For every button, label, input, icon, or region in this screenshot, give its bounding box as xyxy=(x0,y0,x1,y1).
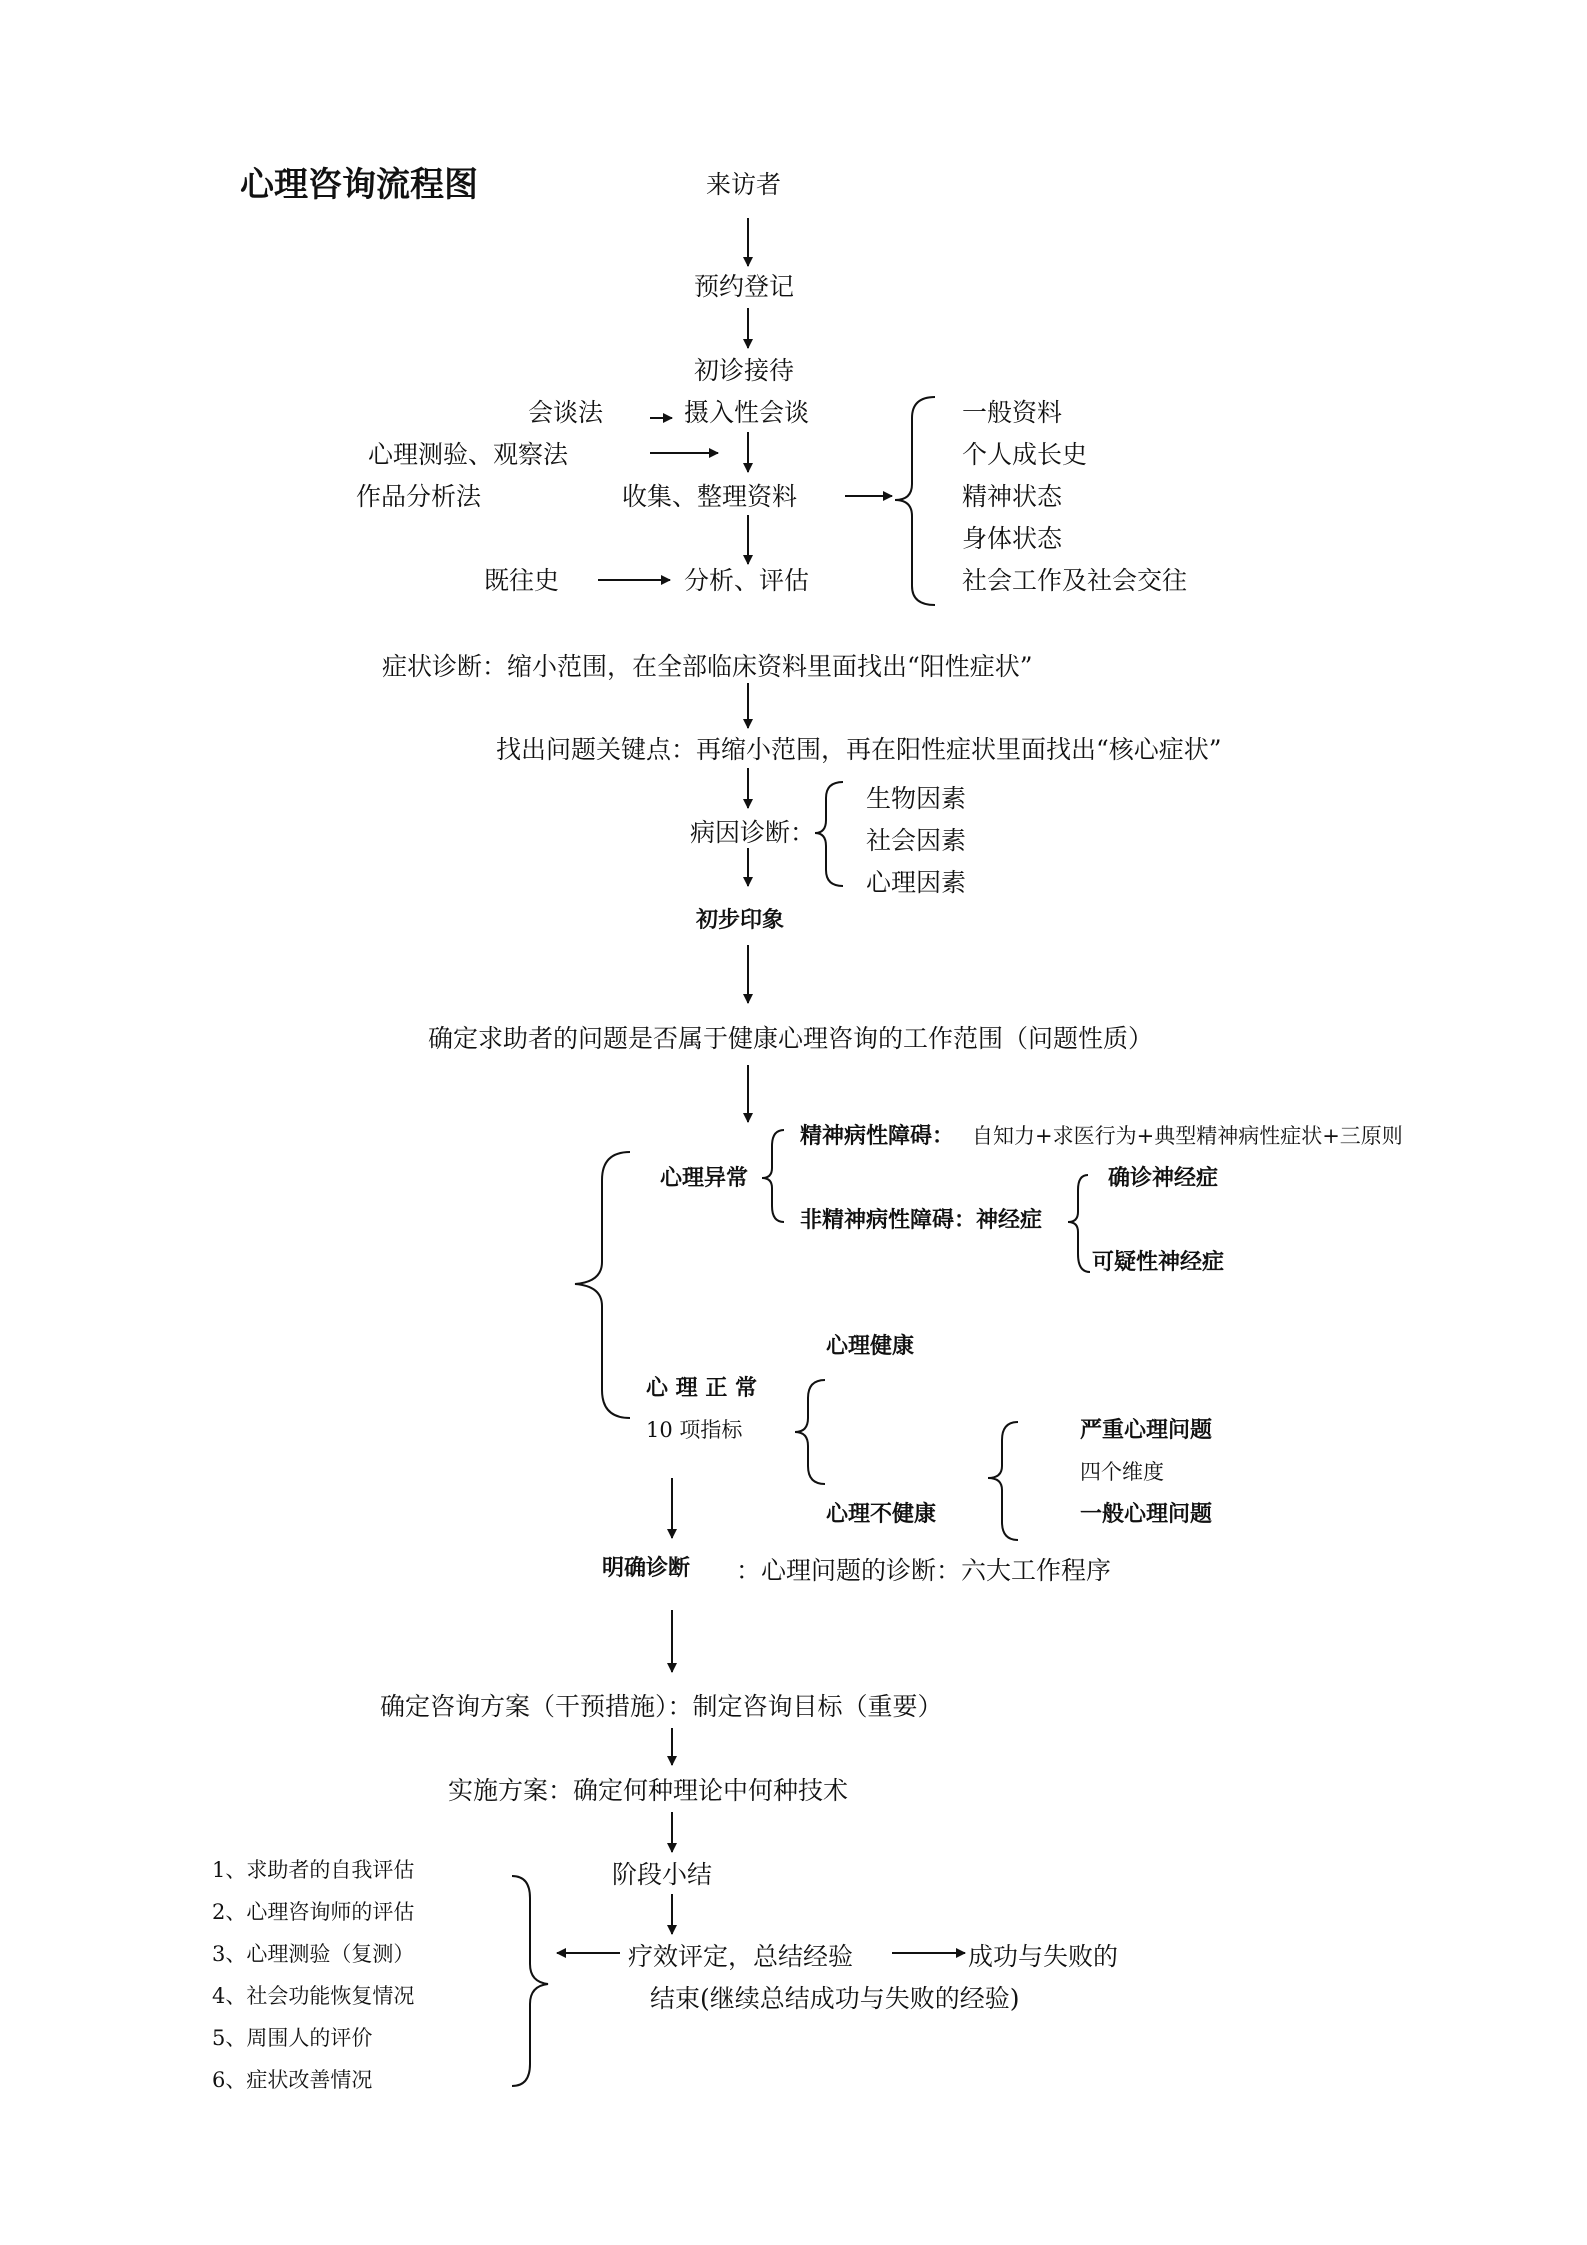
brace-data-items xyxy=(895,397,935,605)
brace-main-branch xyxy=(575,1152,630,1418)
evaluation-item: 6、症状改善情况 xyxy=(212,2068,373,2092)
etiology-factor: 心理因素 xyxy=(866,868,967,897)
abnormal-label: 心理异常 xyxy=(660,1166,749,1191)
success-failure-node: 成功与失败的 xyxy=(968,1942,1119,1971)
evaluation-item: 4、社会功能恢复情况 xyxy=(212,1984,415,2008)
non-psychotic-label: 非精神病性障碍：神经症 xyxy=(800,1208,1043,1233)
data-item: 一般资料 xyxy=(962,398,1063,427)
etiology-label: 病因诊断： xyxy=(690,818,816,847)
stage-summary-node: 阶段小结 xyxy=(612,1860,713,1889)
evaluation-item: 5、周围人的评价 xyxy=(212,2026,373,2050)
ending-node: 结束(继续总结成功与失败的经验) xyxy=(650,1984,1020,2013)
key-points: 找出问题关键点：再缩小范围，再在阳性症状里面找出“核心症状” xyxy=(496,735,1222,764)
brace-etiology xyxy=(815,782,843,886)
visitor-node: 来访者 xyxy=(706,170,782,199)
etiology-factor: 生物因素 xyxy=(866,784,967,813)
clear-diagnosis-desc: ：心理问题的诊断：六大工作程序 xyxy=(736,1556,1112,1585)
four-dimensions: 四个维度 xyxy=(1080,1460,1164,1484)
interview-method: 会谈法 xyxy=(528,398,604,427)
ten-indicators: 10 项指标 xyxy=(646,1418,743,1442)
general-problem: 一般心理问题 xyxy=(1080,1502,1213,1527)
evaluation-item: 3、心理测验（复测） xyxy=(212,1942,415,1966)
first-visit-node: 初诊接待 xyxy=(694,356,795,385)
evaluation-node: 疗效评定，总结经验 xyxy=(628,1942,854,1971)
plan-node: 确定咨询方案（干预措施）：制定咨询目标（重要） xyxy=(380,1692,943,1721)
brace-neurosis xyxy=(1068,1175,1090,1272)
unhealthy-label: 心理不健康 xyxy=(826,1502,937,1527)
evaluation-item: 1、求助者的自我评估 xyxy=(212,1858,415,1882)
test-observe-method: 心理测验、观察法 xyxy=(368,440,569,469)
data-item: 身体状态 xyxy=(962,524,1063,553)
data-item: 精神状态 xyxy=(962,482,1063,511)
appointment-node: 预约登记 xyxy=(694,272,795,301)
confirmed-neurosis: 确诊神经症 xyxy=(1108,1166,1219,1191)
psychotic-desc: 自知力+求医行为+典型精神病性症状+三原则 xyxy=(972,1124,1403,1148)
brace-abnormal xyxy=(762,1130,784,1222)
clear-diagnosis-label: 明确诊断 xyxy=(602,1556,691,1581)
collect-data-node: 收集、整理资料 xyxy=(622,482,798,511)
scope-question: 确定求助者的问题是否属于健康心理咨询的工作范围（问题性质） xyxy=(428,1024,1154,1053)
page-title: 心理咨询流程图 xyxy=(240,165,478,205)
data-item: 社会工作及社会交往 xyxy=(962,566,1188,595)
implement-node: 实施方案：确定何种理论中何种技术 xyxy=(448,1776,849,1805)
analysis-node: 分析、评估 xyxy=(684,566,810,595)
normal-label: 心 理 正 常 xyxy=(646,1376,757,1401)
symptom-diagnosis: 症状诊断：缩小范围，在全部临床资料里面找出“阳性症状” xyxy=(382,652,1033,681)
data-item: 个人成长史 xyxy=(962,440,1088,469)
etiology-factor: 社会因素 xyxy=(866,826,967,855)
brace-evaluation-items xyxy=(512,1876,548,2086)
severe-problem: 严重心理问题 xyxy=(1080,1418,1213,1443)
brace-unhealthy xyxy=(988,1422,1018,1540)
evaluation-item: 2、心理咨询师的评估 xyxy=(212,1900,415,1924)
history-method: 既往史 xyxy=(484,566,560,595)
healthy-label: 心理健康 xyxy=(826,1334,915,1359)
brace-normal xyxy=(795,1380,825,1484)
work-analysis-method: 作品分析法 xyxy=(356,482,482,511)
psychotic-label: 精神病性障碍： xyxy=(800,1124,955,1149)
suspected-neurosis: 可疑性神经症 xyxy=(1092,1250,1225,1275)
initial-impression: 初步印象 xyxy=(696,908,785,933)
intake-interview-node: 摄入性会谈 xyxy=(684,398,810,427)
